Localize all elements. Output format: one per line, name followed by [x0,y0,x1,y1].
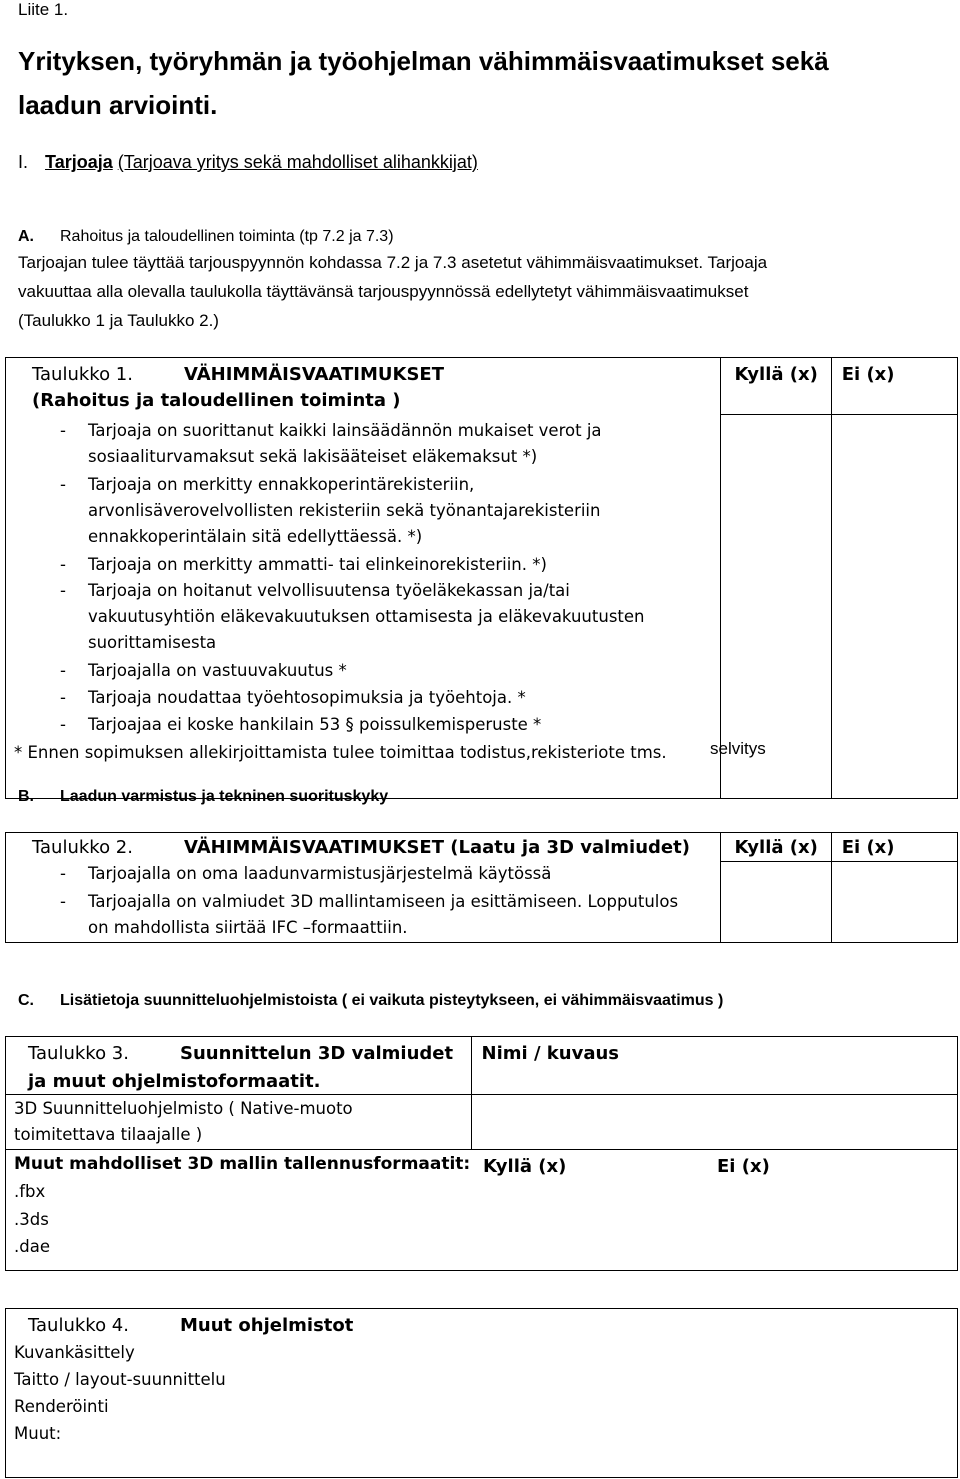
table-1-item-4-line-2: vakuutusyhtiön eläkevakuutuksen ottamisesta ja eläkevakuutusten [88,606,645,626]
table-3-format-3ds: .3ds [14,1210,49,1229]
table-1-item-1-dash: - [60,420,66,440]
table-3-header-cell [6,1037,472,1095]
table-2-yes-cell[interactable] [720,862,831,943]
table-1 [5,357,958,799]
table-2-no-header-cell [831,833,957,862]
section-a-heading: Rahoitus ja taloudellinen toiminta (tp 7.2 ja 7.3) [60,228,394,245]
table-1-footnote-continuation: selvitys [710,739,766,758]
table-4-row-2: Taitto / layout-suunnittelu [14,1370,226,1389]
table-4-label: Taulukko 4. [28,1315,129,1336]
appendix-label: Liite 1. [18,0,69,19]
table-1-item-2-line-2: arvonlisäverovelvollisten rekisteriin sekä työnantajarekisteriin [88,500,601,520]
table-3-name-header-cell [471,1037,957,1095]
table-1-no-header-cell [831,358,957,415]
table-2-item-1-line-1: Tarjoajalla on oma laadunvarmistusjärjestelmä käytössä [88,863,552,883]
table-1-item-4-dash: - [60,580,66,600]
table-1-item-2-dash: - [60,474,66,494]
table-2-label: Taulukko 2. [32,837,133,858]
table-1-item-5-line-1: Tarjoajalla on vastuuvakuutus * [88,660,347,680]
page-title-line-2: laadun arviointi. [18,90,218,120]
table-3-formats-yes: Kyllä (x) [483,1156,567,1177]
table-1-item-1-line-2: sosiaaliturvamaksut sekä lakisääteiset eläkemaksut *) [88,446,538,466]
table-2-no-cell[interactable] [831,862,957,943]
section-1-number: I. [18,152,29,172]
table-2-heading: VÄHIMMÄISVAATIMUKSET (Laatu ja 3D valmiudet) [184,837,690,858]
section-1-heading [18,152,478,173]
table-2-item-2-dash: - [60,891,66,911]
table-1-item-7-dash: - [60,714,66,734]
table-1-item-1-line-1: Tarjoaja on suorittanut kaikki lainsäädännön mukaiset verot ja [88,420,602,440]
table-1-subheading: (Rahoitus ja taloudellinen toiminta ) [32,390,401,411]
table-3-row-1-line-1: 3D Suunnitteluohjelmisto ( Native-muoto [14,1099,353,1118]
table-2-yes-header: Kyllä (x) [734,837,818,858]
table-1-item-4-line-1: Tarjoaja on hoitanut velvollisuutensa työeläkekassan ja/tai [88,580,570,600]
table-1-label: Taulukko 1. [32,364,133,385]
table-4-row-3: Renderöinti [14,1397,109,1416]
table-2-yes-header-cell [720,833,831,862]
section-b-label: B. [18,788,34,805]
table-2-requirements-cell [6,862,721,943]
page-title-line-1: Yrityksen, työryhmän ja työohjelman vähimmäisvaatimukset sekä [18,46,829,76]
table-4-row-4: Muut: [14,1424,62,1443]
section-b-heading: Laadun varmistus ja tekninen suorituskyky [60,788,389,805]
table-2-item-2-line-2: on mahdollista siirtää IFC –formaattiin. [88,917,408,937]
table-1-item-2-line-1: Tarjoaja on merkitty ennakkoperintärekisteriin, [88,474,475,494]
table-3-heading-line-1: Suunnittelun 3D valmiudet [180,1043,454,1064]
table-3-name-header: Nimi / kuvaus [481,1043,619,1064]
table-3 [5,1036,958,1271]
table-3-formats-label: Muut mahdolliset 3D mallin tallennusformaatit: [14,1154,471,1174]
table-1-item-7-line-1: Tarjoajaa ei koske hankilain 53 § poissulkemisperuste * [88,714,542,734]
table-3-label: Taulukko 3. [28,1043,129,1064]
section-a-paragraph-line-2: vakuuttaa alla olevalla taulukolla täyttävänsä tarjouspyynnössä edellytetyt vähimmäisvaatimukset [18,282,749,301]
table-3-formats-no: Ei (x) [717,1156,770,1177]
table-2 [5,832,958,943]
table-3-format-fbx: .fbx [14,1182,46,1201]
table-2-item-2-line-1: Tarjoajalla on valmiudet 3D mallintamiseen ja esittämiseen. Lopputulos [88,891,679,911]
table-2-no-header: Ei (x) [841,837,895,858]
table-3-row-1-value-cell[interactable] [471,1095,957,1150]
table-3-row-1-label-cell [6,1095,472,1150]
table-2-item-1-dash: - [60,863,66,883]
table-3-heading-line-2: ja muut ohjelmistoformaatit. [28,1071,321,1092]
table-3-formats-cell [6,1150,958,1271]
section-a-paragraph-line-1: Tarjoajan tulee täyttää tarjouspyynnön kohdassa 7.2 ja 7.3 asetetut vähimmäisvaatimukset. Tarjoaja [18,253,768,272]
table-4-cell [6,1309,958,1478]
section-a-label: A. [18,228,34,245]
table-1-item-2-line-3: ennakkoperintälain sitä edellyttäessä. *) [88,526,423,546]
table-1-no-cell[interactable] [831,415,957,799]
table-1-footnote: * Ennen sopimuksen allekirjoittamista tulee toimittaa todistus,rekisteriote tms. [14,742,667,762]
table-1-item-4-line-3: suorittamisesta [88,632,217,652]
table-3-format-dae: .dae [14,1237,50,1256]
table-1-yes-header-cell [720,358,831,415]
table-1-requirements-cell [6,415,721,799]
table-1-header-cell [6,358,721,415]
section-c-heading: Lisätietoja suunnitteluohjelmistoista ( ei vaikuta pisteytykseen, ei vähimmäisvaatimus ) [60,992,724,1009]
table-1-yes-header: Kyllä (x) [734,364,818,385]
table-1-item-6-line-1: Tarjoaja noudattaa työehtosopimuksia ja työehtoja. * [88,687,526,707]
section-c-label: C. [18,992,34,1009]
table-1-item-3-line-1: Tarjoaja on merkitty ammatti- tai elinkeinorekisteriin. *) [88,554,547,574]
table-1-item-5-dash: - [60,660,66,680]
table-3-row-1-line-2: toimitettava tilaajalle ) [14,1125,203,1144]
table-4-heading: Muut ohjelmistot [180,1315,354,1336]
table-1-heading: VÄHIMMÄISVAATIMUKSET [184,364,444,385]
table-1-no-header: Ei (x) [841,364,895,385]
section-1-rest: (Tarjoava yritys sekä mahdolliset alihankkijat) [117,152,478,172]
table-1-item-3-dash: - [60,554,66,574]
table-2-header-cell [6,833,721,862]
table-4 [5,1308,958,1478]
table-4-row-1: Kuvankäsittely [14,1343,135,1362]
section-a-paragraph-line-3: (Taulukko 1 ja Taulukko 2.) [18,311,219,330]
section-1-bold-label: Tarjoaja [45,152,113,172]
table-1-item-6-dash: - [60,687,66,707]
